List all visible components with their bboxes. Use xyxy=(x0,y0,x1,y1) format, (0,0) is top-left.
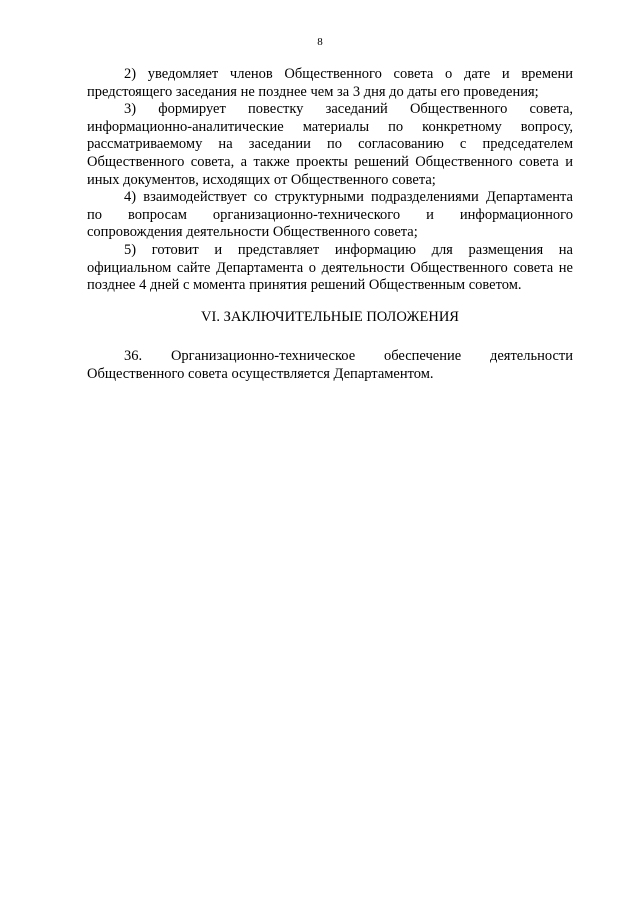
paragraph-item-2: 2) уведомляет членов Общественного совета о дате и времени предстоящего заседания не позднее чем за 3 дня до даты его проведения; xyxy=(87,66,573,100)
paragraph-clause-36: 36. Организационно-техническое обеспечение деятельности Общественного совета осуществляется Департаментом. xyxy=(87,348,573,382)
paragraph-item-4: 4) взаимодействует со структурными подразделениями Департамента по вопросам организационно-технического и информационного сопровождения деятельности Общественного совета; xyxy=(87,189,573,241)
section-heading: VI. ЗАКЛЮЧИТЕЛЬНЫЕ ПОЛОЖЕНИЯ xyxy=(201,308,459,325)
page-number: 8 xyxy=(317,36,323,48)
paragraph-item-5: 5) готовит и представляет информацию для размещения на официальном сайте Департамента о деятельности Общественного совета не позднее 4 дней с момента принятия решений Общественным советом. xyxy=(87,241,573,294)
document-body xyxy=(87,66,573,384)
paragraph-item-3: 3) формирует повестку заседаний Общественного совета, информационно-аналитические материалы по конкретному вопросу, рассматриваемому на заседании по согласованию с председателем Общественного совета, а также проекты решений Общественного совета и иных документов, исходящих от Общественного совета; xyxy=(87,101,573,188)
